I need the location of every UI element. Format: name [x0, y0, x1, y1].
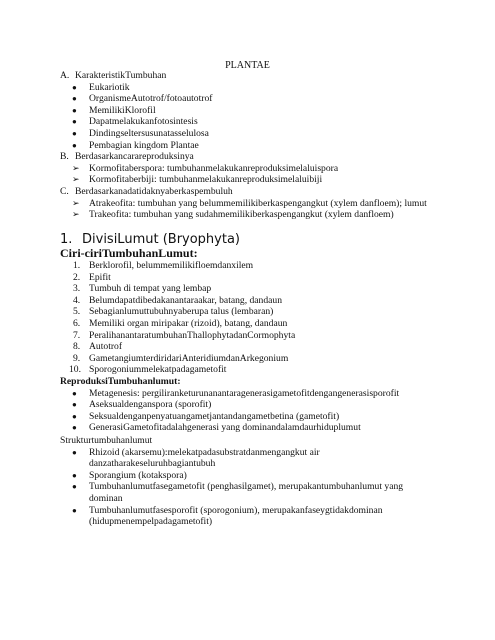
arrow-icon: ➢ — [72, 209, 80, 220]
list-item: ● Tumbuhanlumutfasesporofit (sporogonium), merupakanfaseygtidakdominan — [72, 504, 383, 516]
list-item: ● GenerasiGametofitadalahgenerasi yang dominandalamdaurhiduplumut — [72, 422, 361, 434]
bullet-icon: ● — [72, 117, 77, 127]
section-1-subheading: Ciri-ciriTumbuhanLumut: — [60, 246, 198, 260]
section-c-heading-row — [0, 186, 495, 198]
structure-heading-row — [0, 435, 495, 447]
list-item: ● Eukariotik — [72, 81, 130, 93]
list-item: ● MemilikiKlorofil — [72, 104, 156, 116]
reproduction-heading: ReproduksiTumbuhanlumut: — [60, 376, 181, 387]
structure-heading: Strukturtumbuhanlumut — [60, 435, 153, 446]
section-c-marker: C. — [60, 186, 69, 197]
list-item-continuation: dominan — [89, 492, 123, 504]
list-item: ● Dapatmelakukanfotosintesis — [72, 116, 198, 128]
section-a-heading: KarakteristikTumbuhan — [75, 70, 167, 81]
bullet-icon: ● — [72, 82, 77, 92]
list-item: ● Aseksualdenganspora (sporofit) — [72, 399, 212, 411]
bullet-icon: ● — [72, 423, 77, 433]
section-a — [0, 70, 495, 151]
bullet-icon: ● — [72, 411, 77, 421]
arrow-icon: ➢ — [72, 174, 80, 185]
bullet-icon: ● — [72, 482, 77, 492]
bullet-icon: ● — [72, 470, 77, 480]
arrow-icon: ➢ — [72, 162, 80, 173]
list-item: ● OrganismeAutotrof/fotoautotrof — [72, 93, 213, 105]
section-a-heading-row — [0, 70, 495, 82]
arrow-icon: ➢ — [72, 197, 80, 208]
section-1-title: DivisiLumut (Bryophyta) — [82, 232, 240, 247]
list-item: ● Pembagian kingdom Plantae — [72, 139, 199, 151]
section-b-heading-row — [0, 151, 495, 163]
section-c-heading: Berdasarkanadatidaknyaberkaspembuluh — [75, 186, 233, 197]
list-item: ● Sporangium (kotakspora) — [72, 469, 187, 481]
section-b — [0, 151, 495, 186]
section-c — [0, 186, 495, 221]
page-title: PLANTAE — [225, 60, 270, 71]
bullet-icon: ● — [72, 94, 77, 104]
section-1-number: 1. — [60, 232, 73, 247]
list-item: 6. Memiliki organ miripakar (rizoid), batang, dandaun — [73, 317, 288, 329]
section-1-heading — [60, 232, 240, 247]
reproduction-section — [0, 376, 495, 434]
list-item: ➢ Atrakeofita: tumbuhan yang belummemilikiberkaspengangkut (xylem danfloem); lumut — [72, 197, 427, 209]
bullet-icon: ● — [72, 388, 77, 398]
list-item: 1. Berklorofil, belummemilikifloemdanxilem — [73, 260, 254, 271]
bullet-icon: ● — [72, 105, 77, 115]
bullet-icon: ● — [72, 505, 77, 515]
list-item: ➢ Kormofitaberbiji: tumbuhanmelakukanreproduksimelaluibiji — [72, 174, 323, 186]
bullet-icon: ● — [72, 140, 77, 150]
list-item: ➢ Trakeofita: tumbuhan yang sudahmemilikiberkaspengangkut (xylem danfloem) — [72, 209, 394, 221]
list-item: 10. Sporogoniummelekatpadagametofit — [69, 364, 227, 376]
list-item: ➢ Kormofitaberspora: tumbuhanmelakukanreproduksimelaluispora — [72, 162, 339, 174]
section-b-heading: Berdasarkancarareproduksinya — [75, 151, 194, 162]
bullet-icon: ● — [72, 400, 77, 410]
list-item: ● Rhizoid (akarsemu):melekatpadasubstratdanmengangkut air — [72, 446, 320, 458]
numbered-list — [0, 260, 495, 376]
section-b-marker: B. — [60, 151, 69, 162]
bullet-icon: ● — [72, 447, 77, 457]
list-item-continuation: danzatharakeseluruhbagiantubuh — [89, 458, 216, 470]
list-item: 5. Sebagianlumuttubuhnyaberupa talus (lembaran) — [73, 306, 274, 318]
list-item: 7. PeralihanantaratumbuhanThallophytadanCormophyta — [73, 329, 296, 341]
list-item: 2. Epifit — [73, 271, 111, 283]
list-item: 8. Autotrof — [73, 341, 123, 353]
section-a-marker: A. — [60, 70, 70, 81]
list-item: ● Seksualdenganpenyatuangametjantandangametbetina (gametofit) — [72, 410, 340, 422]
list-item: 4. Belumdapatdibedakanantaraakar, batang, dandaun — [73, 294, 283, 306]
list-item: ● Metagenesis: pergiliranketurunanantaragenerasigametofitdengangenerasisporofit — [72, 387, 400, 399]
structure-section — [0, 435, 495, 528]
reproduction-heading-row — [0, 376, 495, 388]
bullet-icon: ● — [72, 128, 77, 138]
list-item: 3. Tumbuh di tempat yang lembap — [73, 283, 212, 295]
list-item: 9. GametangiumterdiridariAnteridiumdanArkegonium — [73, 352, 289, 364]
list-item: ● Dindingseltersusunatasselulosa — [72, 127, 209, 139]
list-item: ● Tumbuhanlumutfasegametofit (penghasilgamet), merupakantumbuhanlumut yang — [72, 481, 404, 493]
list-item-continuation: (hidupmenempelpadagametofit) — [89, 516, 213, 528]
